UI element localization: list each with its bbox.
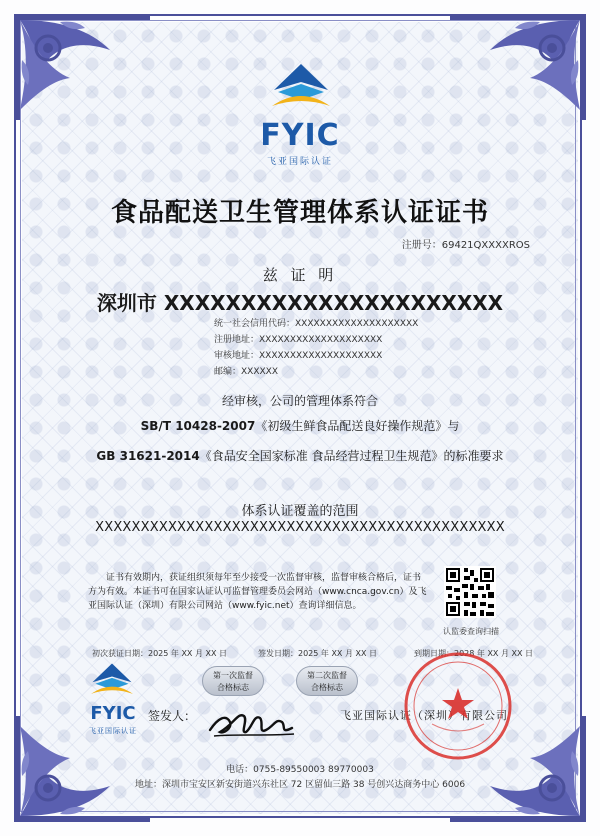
registered-address: 注册地址：XXXXXXXXXXXXXXXXXXXX [214, 335, 383, 345]
corner-ornament-top-left [0, 0, 150, 120]
credit-code: 统一社会信用代码：XXXXXXXXXXXXXXXXXXXX [214, 319, 419, 329]
corner-ornament-top-right [450, 0, 600, 120]
first-issue-date: 初次获证日期：2025 年 XX 月 XX 日 [92, 649, 227, 658]
registration-number: 注册号：69421QXXXXROS [401, 240, 530, 251]
qr-code-icon[interactable] [444, 566, 496, 618]
logo-tagline: 飞亚国际认证 [266, 157, 333, 167]
validity-notice: 证书有效期内，获证组织须每年至少接受一次监督审核，监督审核合格后，证书方为有效。本证书可在国家认证认可监督管理委员会网站（www.cnca.gov.cn）及飞亚国际认证（深圳）有限公司网站（www.fyic.net）查询详细信息。 [88, 573, 427, 611]
address: 地址：深圳市宝安区新安街道兴东社区 72 区留仙三路 38 号创兴达商务中心 6006 [134, 780, 466, 790]
postcode: 邮编：XXXXXX [214, 367, 278, 377]
certificate-title: 食品配送卫生管理体系认证证书 [110, 198, 489, 228]
scope-title: 体系认证覆盖的范围 [241, 504, 359, 519]
fyic-logo-small-icon [86, 662, 138, 704]
scope-text: XXXXXXXXXXXXXXXXXXXXXXXXXXXXXXXXXXXXXXXXXXXXX [95, 520, 505, 535]
audit-statement: 经审核，公司的管理体系符合 [221, 394, 378, 408]
standard-2-name: 《食品安全国家标准 食品经营过程卫生规范》的标准要求 [199, 449, 504, 463]
phone: 电话：0755-89550003 89770003 [226, 765, 374, 775]
qr-label: 认监委查询扫描 [443, 627, 499, 636]
first-surveillance-badge: 第一次监督 合格标志 [202, 666, 264, 696]
standard-2-code: GB 31621-2014 [96, 449, 200, 463]
standard-1-name: 《初级生鲜食品配送良好操作规范》与 [255, 419, 460, 433]
second-surveillance-badge: 第二次监督 合格标志 [296, 666, 358, 696]
standard-1-code: SB/T 10428-2007 [140, 419, 256, 433]
company-name: 深圳市 XXXXXXXXXXXXXXXXXXXXXX [96, 291, 504, 315]
issuer-company: 飞亚国际认证（深圳）有限公司 [340, 709, 508, 722]
audit-address: 审核地址：XXXXXXXXXXXXXXXXXXXX [214, 351, 383, 361]
signer-label: 签发人： [148, 709, 197, 723]
standard-1 [0, 417, 600, 434]
standard-2 [0, 447, 600, 464]
fyic-logo-icon [268, 62, 334, 120]
issue-date: 签发日期：2025 年 XX 月 XX 日 [258, 649, 377, 658]
expiry-date: 到期日期：2028 年 XX 月 XX 日 [414, 649, 533, 658]
official-seal-icon [402, 650, 514, 762]
certify-label: 兹 证 明 [262, 266, 338, 284]
signature-icon [204, 704, 300, 744]
logo-tagline-small: 飞亚国际认证 [89, 727, 137, 735]
logo-brand-small: FYIC [90, 703, 136, 724]
logo-brand: FYIC [260, 118, 340, 153]
